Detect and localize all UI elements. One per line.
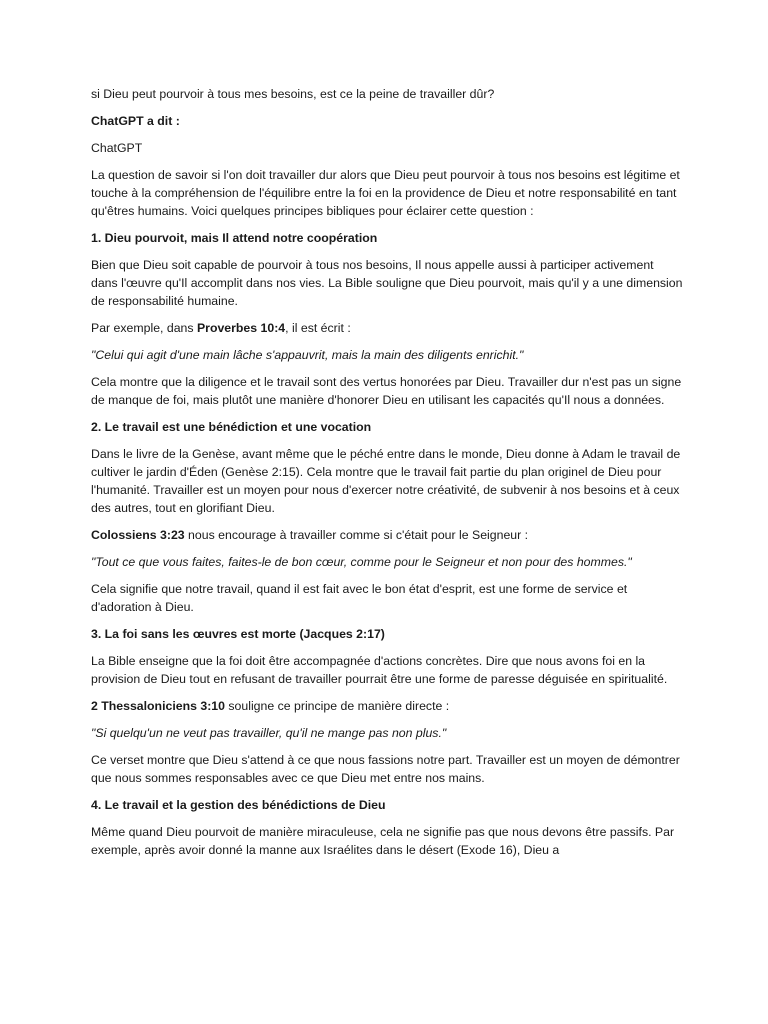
section-1-ref-prefix: Par exemple, dans: [91, 321, 197, 335]
section-4-heading: 4. Le travail et la gestion des bénédictions de Dieu: [91, 798, 386, 812]
document-page: [91, 85, 683, 868]
section-3-reference: 2 Thessaloniciens 3:10: [91, 699, 225, 713]
intro-paragraph: La question de savoir si l'on doit travailler dur alors que Dieu peut pourvoir à tous nos besoins est légitime et touche à la compréhension de l'équilibre entre la foi en la providence de Dieu et notre responsabilité en tant qu'êtres humains. Voici quelques principes bibliques pour éclairer cette question :: [91, 168, 680, 218]
section-1-paragraph-1: Bien que Dieu soit capable de pourvoir à tous nos besoins, Il nous appelle aussi à participer activement dans l'œuvre qu'Il accomplit dans nos vies. La Bible souligne que Dieu pourvoit, mais qu'il y a une dimension de responsabilité humaine.: [91, 258, 683, 308]
section-1-heading: 1. Dieu pourvoit, mais Il attend notre coopération: [91, 231, 378, 245]
section-3-paragraph-2: Ce verset montre que Dieu s'attend à ce que nous fassions notre part. Travailler est un moyen de démontrer que nous sommes responsables avec ce que Dieu met entre nos mains.: [91, 753, 680, 785]
section-1-quote: "Celui qui agit d'une main lâche s'appauvrit, mais la main des diligents enrichit.": [91, 348, 524, 362]
section-2-ref-suffix: nous encourage à travailler comme si c'était pour le Seigneur :: [184, 528, 529, 542]
section-3-heading: 3. La foi sans les œuvres est morte (Jacques 2:17): [91, 627, 385, 641]
user-question: si Dieu peut pourvoir à tous mes besoins, est ce la peine de travailler dûr?: [91, 87, 495, 101]
author-name: ChatGPT: [91, 141, 143, 155]
section-1-paragraph-2: Cela montre que la diligence et le travail sont des vertus honorées par Dieu. Travailler dur n'est pas un signe de manque de foi, mais plutôt une manière d'honorer Dieu en utilisant les capacités qu'Il nous a données.: [91, 375, 682, 407]
section-2-paragraph-1: Dans le livre de la Genèse, avant même que le péché entre dans le monde, Dieu donne à Adam le travail de cultiver le jardin d'Éden (Genèse 2:15). Cela montre que le travail fait partie du plan originel de Dieu pour l'humanité. Travailler est un moyen pour nous d'exercer notre créativité, de subvenir à nos besoins et à ceux des autres, tout en glorifiant Dieu.: [91, 447, 681, 515]
section-2-paragraph-2: Cela signifie que notre travail, quand il est fait avec le bon état d'esprit, est une forme de service et d'adoration à Dieu.: [91, 582, 628, 614]
section-4-paragraph-1: Même quand Dieu pourvoit de manière miraculeuse, cela ne signifie pas que nous devons être passifs. Par exemple, après avoir donné la manne aux Israélites dans le désert (Exode 16), Dieu a: [91, 825, 675, 857]
author-label: ChatGPT a dit :: [91, 114, 180, 128]
section-3-paragraph-1: La Bible enseigne que la foi doit être accompagnée d'actions concrètes. Dire que nous avons foi en la provision de Dieu tout en refusant de travailler pourrait être une forme de paresse déguisée en spiritualité.: [91, 654, 668, 686]
section-3-reference-line: [91, 697, 683, 715]
section-1-reference: Proverbes 10:4: [196, 321, 286, 335]
section-2-heading: 2. Le travail est une bénédiction et une vocation: [91, 420, 372, 434]
section-2-quote: "Tout ce que vous faites, faites-le de bon cœur, comme pour le Seigneur et non pour des hommes.": [91, 555, 632, 569]
section-2-reference: Colossiens 3:23: [91, 528, 185, 542]
section-3-quote: "Si quelqu'un ne veut pas travailler, qu'il ne mange pas non plus.": [91, 726, 447, 740]
section-1-ref-suffix: , il est écrit :: [285, 321, 351, 335]
section-3-ref-suffix: souligne ce principe de manière directe :: [224, 699, 450, 713]
section-1-reference-line: [91, 319, 683, 337]
section-2-reference-line: [91, 526, 683, 544]
